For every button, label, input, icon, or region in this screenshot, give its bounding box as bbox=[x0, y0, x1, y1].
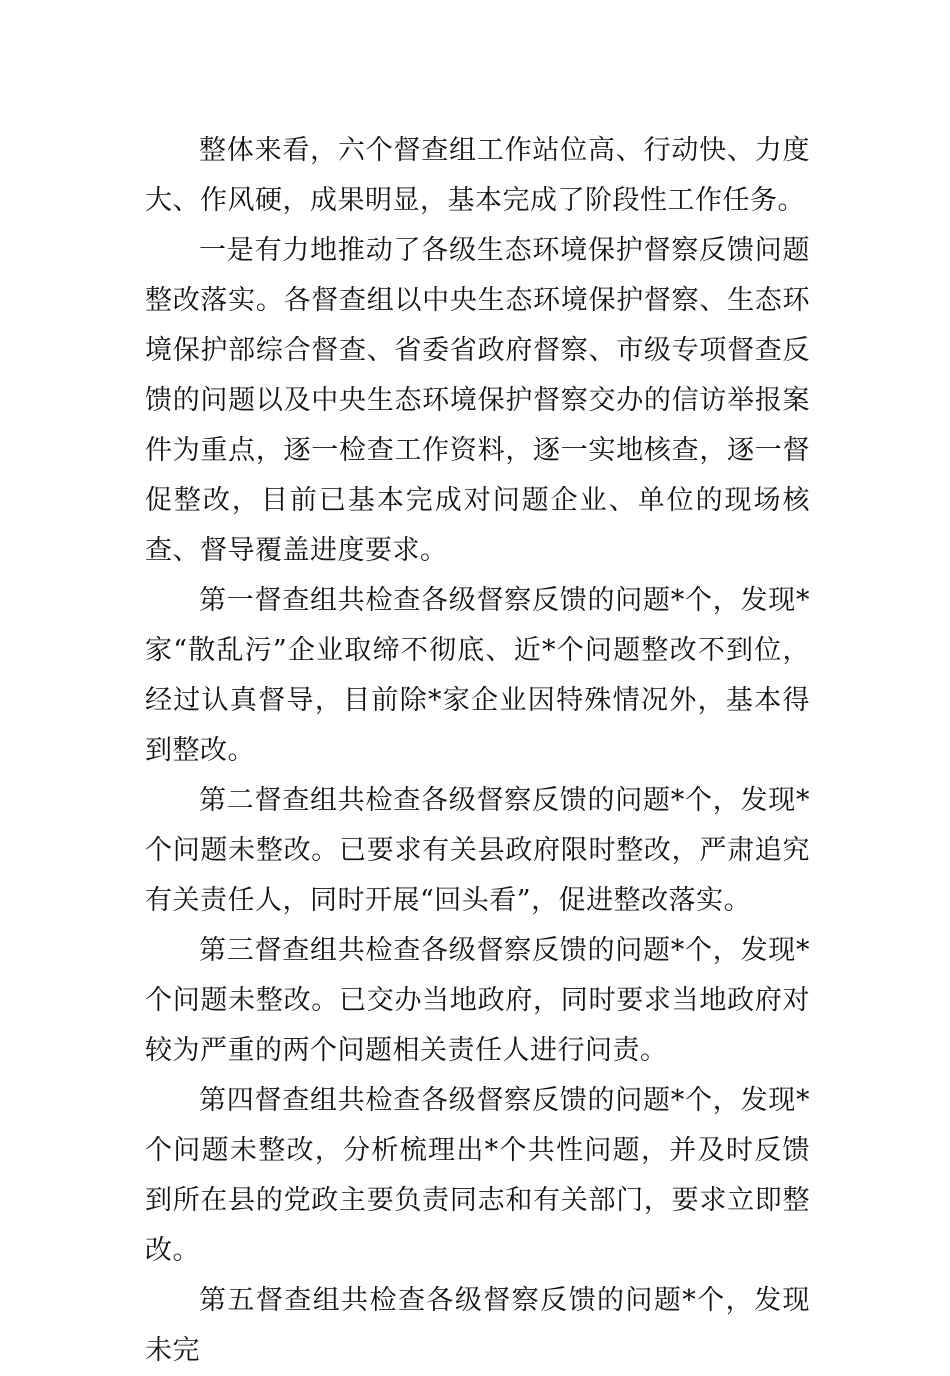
paragraph-group-five: 第五督查组共检查各级督察反馈的问题*个，发现未完 bbox=[145, 1285, 810, 1366]
paragraph-overview: 整体来看，六个督查组工作站位高、行动快、力度大、作风硬，成果明显，基本完成了阶段性工作任务。 bbox=[145, 135, 810, 216]
document-body bbox=[145, 126, 810, 1376]
paragraph-group-three: 第三督查组共检查各级督察反馈的问题*个，发现*个问题未整改。已交办当地政府，同时要求当地政府对较为严重的两个问题相关责任人进行问责。 bbox=[145, 935, 810, 1066]
paragraph-point-one: 一是有力地推动了各级生态环境保护督察反馈问题整改落实。各督查组以中央生态环境保护督察、生态环境保护部综合督查、省委省政府督察、市级专项督查反馈的问题以及中央生态环境保护督察交办的信访举报案件为重点，逐一检查工作资料，逐一实地核查，逐一督促整改，目前已基本完成对问题企业、单位的现场核查、督导覆盖进度要求。 bbox=[145, 235, 810, 566]
paragraph-group-one: 第一督查组共检查各级督察反馈的问题*个，发现*家“散乱污”企业取缔不彻底、近*个问题整改不到位，经过认真督导，目前除*家企业因特殊情况外，基本得到整改。 bbox=[145, 585, 810, 766]
paragraph-group-two: 第二督查组共检查各级督察反馈的问题*个，发现*个问题未整改。已要求有关县政府限时整改，严肃追究有关责任人，同时开展“回头看”，促进整改落实。 bbox=[145, 785, 810, 916]
paragraph-group-four: 第四督查组共检查各级督察反馈的问题*个，发现*个问题未整改，分析梳理出*个共性问题，并及时反馈到所在县的党政主要负责同志和有关部门，要求立即整改。 bbox=[145, 1085, 810, 1266]
